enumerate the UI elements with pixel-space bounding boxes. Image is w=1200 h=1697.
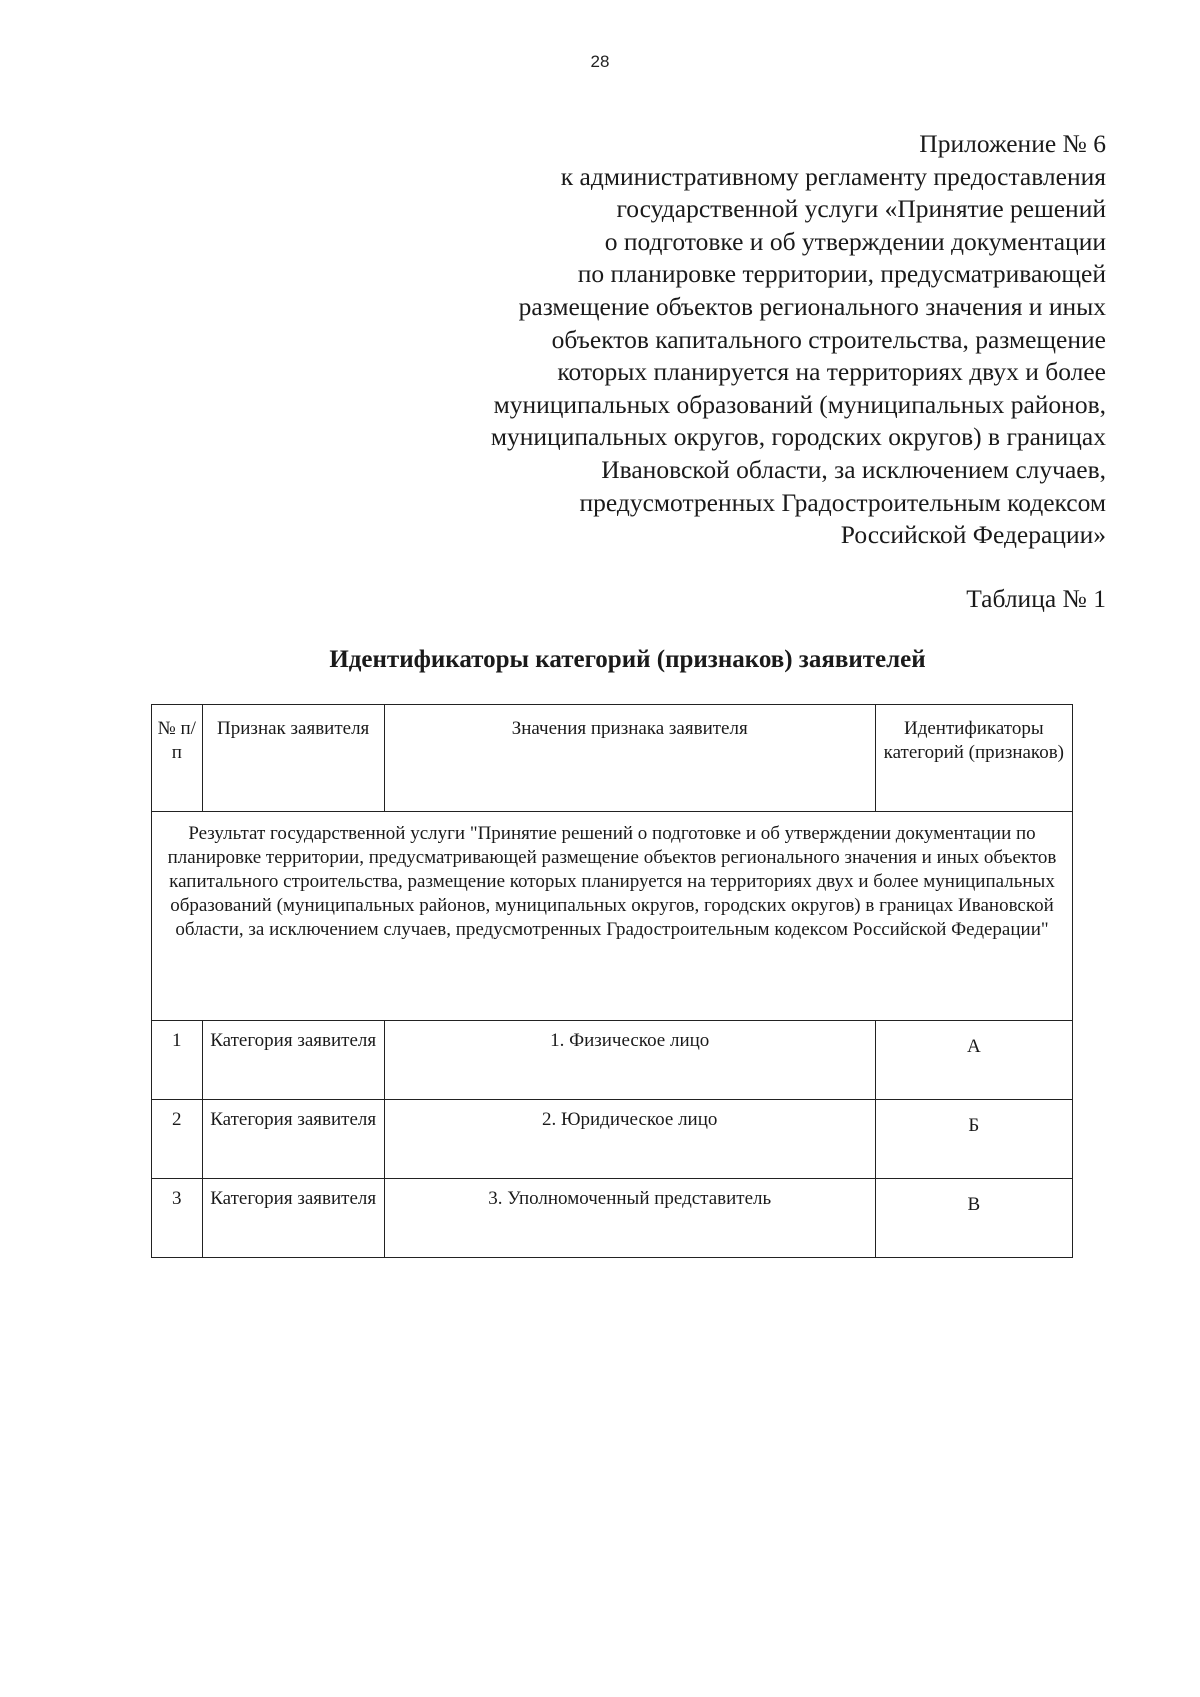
applicant-identifiers-table <box>151 704 1073 1258</box>
appendix-line: Приложение № 6 <box>919 129 1106 158</box>
service-result-row <box>152 812 1073 1021</box>
table-title: Идентификаторы категорий (признаков) заявителей <box>329 646 926 673</box>
header-identifier: Идентификаторы категорий (признаков) <box>875 705 1072 812</box>
row-identifier: Б <box>875 1100 1072 1179</box>
table-row <box>152 1021 1073 1100</box>
row-value: 2. Юридическое лицо <box>384 1100 875 1179</box>
appendix-line: о подготовке и об утверждении документации <box>604 226 1106 256</box>
row-num: 2 <box>152 1100 203 1179</box>
service-result-text: Результат государственной услуги "Принятие решений о подготовке и об утверждении документации по планировке территории, предусматривающей размещение объектов регионального значения и иных объектов капитального строительства, размещение которых планируется на территориях двух и более муниципальных образований (муниципальных районов, муниципальных округов, городских округов) в границах Ивановской области, за исключением случаев, предусмотренных Градостроительным кодексом Российской Федерации" <box>152 812 1073 1021</box>
row-sign: Категория заявителя <box>202 1100 384 1179</box>
row-num: 1 <box>152 1021 203 1100</box>
row-identifier: В <box>875 1179 1072 1258</box>
row-num: 3 <box>152 1179 203 1258</box>
header-value: Значения признака заявителя <box>384 705 875 812</box>
row-value: 1. Физическое лицо <box>384 1021 875 1100</box>
appendix-header <box>346 128 1106 552</box>
appendix-line: Российской Федерации» <box>840 520 1106 550</box>
appendix-line: государственной услуги «Принятие решений <box>616 194 1106 224</box>
appendix-line: размещение объектов регионального значения и иных <box>518 291 1106 321</box>
appendix-line: по планировке территории, предусматривающей <box>577 259 1106 289</box>
row-identifier: А <box>875 1021 1072 1100</box>
appendix-line: предусмотренных Градостроительным кодексом <box>579 487 1106 517</box>
appendix-line: к административному регламенту предоставления <box>560 161 1106 191</box>
table-row <box>152 1100 1073 1179</box>
appendix-line: Ивановской области, за исключением случаев, <box>601 454 1106 484</box>
appendix-line: муниципальных образований (муниципальных районов, <box>493 389 1106 419</box>
header-sign: Признак заявителя <box>202 705 384 812</box>
row-sign: Категория заявителя <box>202 1179 384 1258</box>
row-sign: Категория заявителя <box>202 1021 384 1100</box>
row-value: 3. Уполномоченный представитель <box>384 1179 875 1258</box>
table-header-row <box>152 705 1073 812</box>
page-number: 28 <box>590 52 610 71</box>
appendix-line: которых планируется на территориях двух и более <box>557 357 1106 387</box>
table-row <box>152 1179 1073 1258</box>
appendix-line: объектов капитального строительства, размещение <box>551 324 1106 354</box>
header-num: № п/п <box>152 705 203 812</box>
table-number: Таблица № 1 <box>966 584 1106 613</box>
appendix-line: муниципальных округов, городских округов) в границах <box>490 422 1106 452</box>
